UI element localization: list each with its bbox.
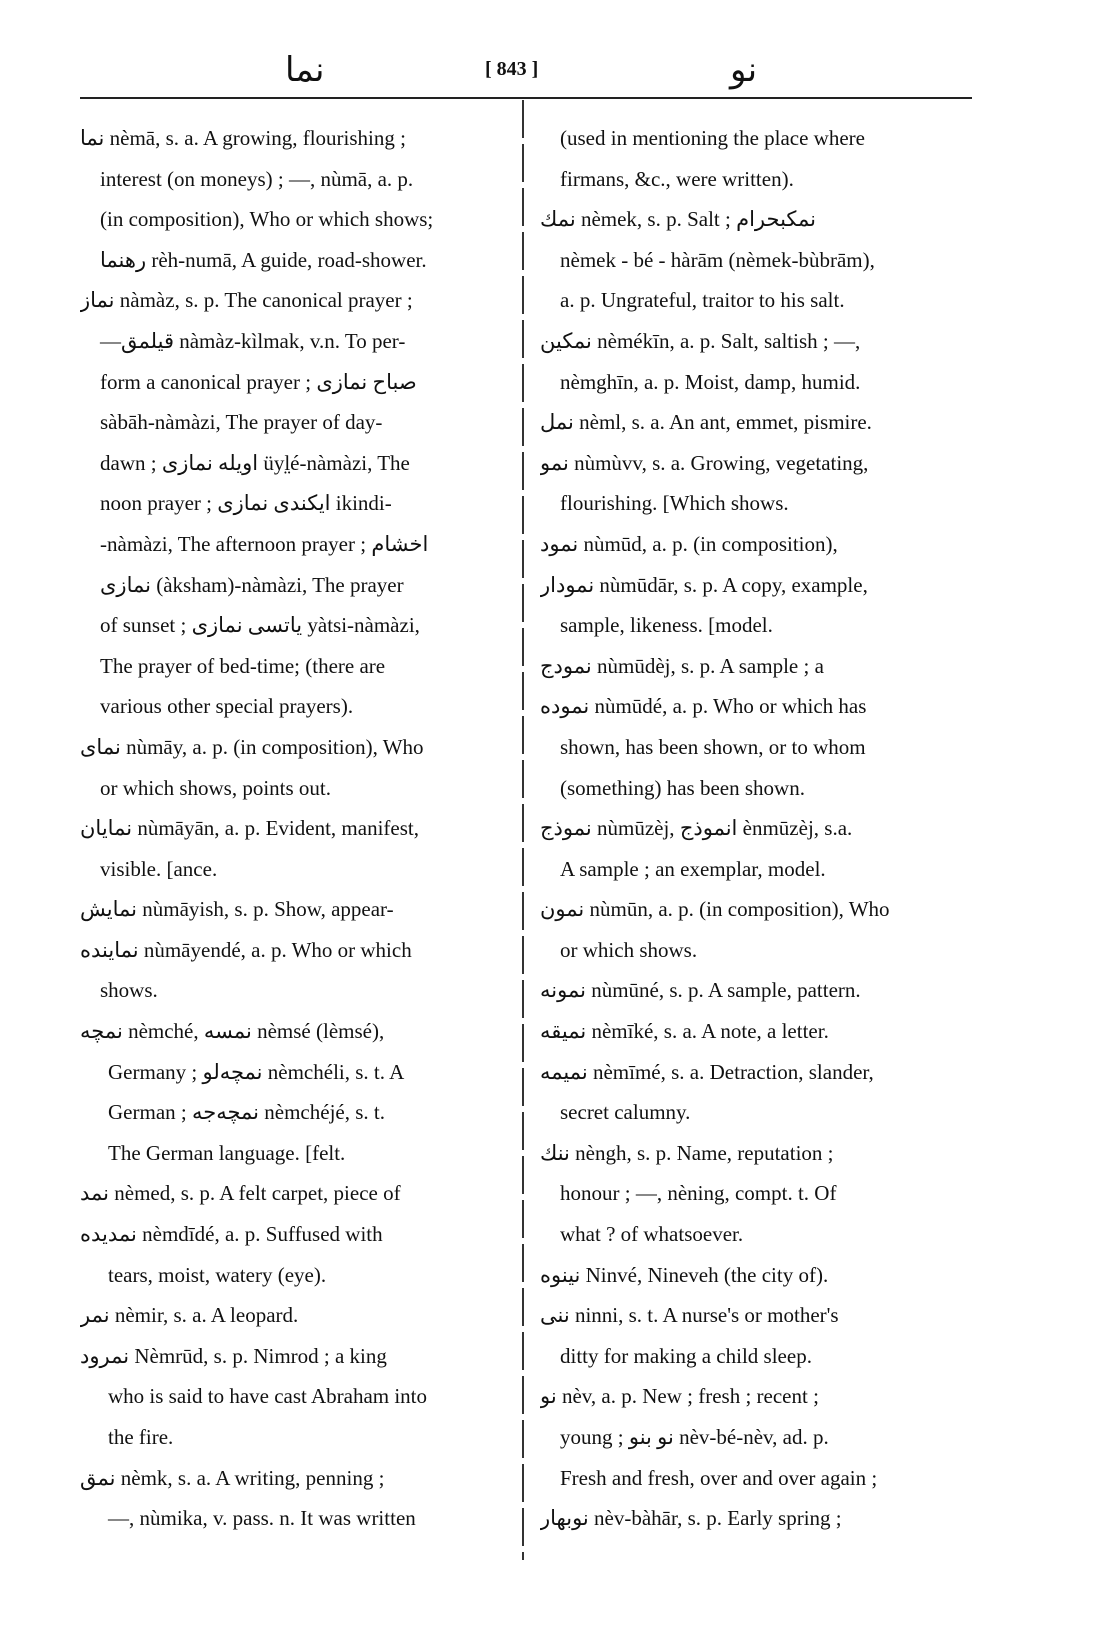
left-column-line: نمچه nèmché, نمسه nèmsé (lèmsé),: [80, 1019, 385, 1044]
right-column-line: نمودج nùmūdèj, s. p. A sample ; a: [540, 653, 824, 678]
left-column-line: sàbāh-nàmàzi, The prayer of day-: [100, 410, 383, 435]
right-column-line: A sample ; an exemplar, model.: [560, 856, 826, 881]
right-column-line: نمودار nùmūdār, s. p. A copy, example,: [540, 572, 868, 597]
right-column-line: (used in mentioning the place where: [560, 126, 865, 150]
page-header: [80, 50, 970, 96]
left-column-line: —, nùmika, v. pass. n. It was written: [108, 1506, 416, 1531]
left-column-line: shows.: [100, 978, 158, 1003]
left-column-line: Germany ; نمچه‌لو nèmchéli, s. t. A: [108, 1059, 405, 1084]
right-column-line: نمون nùmūn, a. p. (in composition), Who: [540, 897, 890, 922]
left-column-line: German ; نمچه‌جه nèmchéjé, s. t.: [108, 1100, 385, 1125]
left-column-line: نمایان nùmāyān, a. p. Evident, manifest,: [80, 816, 419, 841]
right-column-line: ننك nèngh, s. p. Name, reputation ;: [540, 1140, 834, 1165]
right-column-line: flourishing. [Which shows.: [560, 491, 789, 516]
header-rule: [80, 97, 972, 99]
left-column-line: form a canonical prayer ; صباح نمازی: [100, 369, 417, 394]
right-column-line: نمکین nèmékīn, a. p. Salt, saltish ; —,: [540, 328, 861, 353]
right-column-line: nèmghīn, a. p. Moist, damp, humid.: [560, 369, 861, 394]
left-column-line: or which shows, points out.: [100, 775, 331, 800]
left-column-line: The prayer of bed-time; (there are: [100, 653, 386, 678]
right-column-line: نمیمه nèmīmé, s. a. Detraction, slander,: [540, 1059, 874, 1084]
page-number: [ 843 ]: [485, 58, 539, 80]
right-column-line: (something) has been shown.: [560, 775, 805, 800]
right-column-line: نو nèv, a. p. New ; fresh ; recent ;: [540, 1384, 819, 1409]
left-column-line: نما nèmā, s. a. A growing, flourishing ;: [80, 126, 406, 150]
right-column-line: a. p. Ungrateful, traitor to his salt.: [560, 288, 845, 313]
right-column-line: نمود nùmūd, a. p. (in composition),: [540, 531, 838, 556]
right-column-line: نمیقه nèmīké, s. a. A note, a letter.: [540, 1019, 829, 1044]
header-left-word: نما: [285, 50, 325, 90]
right-column-line: نمو nùmùvv, s. a. Growing, vegetating,: [540, 450, 869, 475]
right-column-line: نوبهار nèv-bàhār, s. p. Early spring ;: [540, 1506, 842, 1531]
left-column-line: the fire.: [108, 1425, 174, 1449]
left-column-line: noon prayer ; ایکندی نمازی ikindi-: [100, 491, 392, 516]
right-column-line: what ? of whatsoever.: [560, 1222, 744, 1247]
left-column-line: نماز nàmàz, s. p. The canonical prayer ;: [80, 288, 413, 313]
left-column-line: visible. [ance.: [100, 856, 218, 881]
column-divider: [522, 100, 524, 1560]
left-column-line: (in composition), Who or which shows;: [100, 207, 434, 232]
right-column-line: نینوه Ninvé, Nineveh (the city of).: [540, 1262, 829, 1287]
left-column-line: نمد nèmed, s. p. A felt carpet, piece of: [80, 1181, 401, 1206]
left-column-line: The German language. [felt.: [108, 1140, 346, 1165]
right-column-line: shown, has been shown, or to whom: [560, 734, 866, 759]
right-column-line: نموذج nùmūzèj, انموذج ènmūzèj, s.a.: [540, 816, 853, 841]
right-column-line: نمونه nùmūné, s. p. A sample, pattern.: [540, 978, 861, 1003]
left-column-line: نمازی (àksham)-nàmàzi, The prayer: [100, 572, 404, 597]
right-column-line: sample, likeness. [model.: [560, 613, 773, 638]
left-column-line: of sunset ; یاتسی نمازی yàtsi-nàmàzi,: [100, 613, 420, 638]
right-column-line: نمك nèmek, s. p. Salt ; نمکبحرام: [540, 207, 816, 232]
left-column-line: tears, moist, watery (eye).: [108, 1262, 327, 1287]
left-column-line: —قیلمق nàmàz-kìlmak, v.n. To per-: [100, 328, 406, 353]
left-column-line: نمایش nùmāyish, s. p. Show, appear-: [80, 897, 394, 922]
left-column-line: نماینده nùmāyendé, a. p. Who or which: [80, 937, 412, 962]
left-column-line: رهنما rèh-numā, A guide, road-shower.: [100, 247, 427, 272]
right-column-line: نموده nùmūdé, a. p. Who or which has: [540, 694, 867, 719]
left-column-line: نمق nèmk, s. a. A writing, penning ;: [80, 1465, 385, 1490]
right-column-line: secret calumny.: [560, 1100, 691, 1125]
right-column-line: young ; نو بنو nèv-bé-nèv, ad. p.: [560, 1425, 829, 1449]
right-column-line: نمل nèml, s. a. An ant, emmet, pismire.: [540, 410, 872, 435]
left-column-line: نمر nèmir, s. a. A leopard.: [80, 1303, 299, 1328]
left-column-line: dawn ; اویله نمازی üyl̤é-nàmàzi, The: [100, 450, 410, 475]
right-column-line: nèmek - bé - hàrām (nèmek-bùbrām),: [560, 247, 875, 272]
right-column-line: ditty for making a child sleep.: [560, 1343, 812, 1368]
right-column-line: ننی ninni, s. t. A nurse's or mother's: [540, 1303, 839, 1328]
left-column: [80, 118, 500, 1539]
right-column-line: firmans, &c., were written).: [560, 166, 794, 191]
left-column-line: نمدیده nèmdīdé, a. p. Suffused with: [80, 1222, 383, 1247]
right-column-line: honour ; —, nèning, compt. t. Of: [560, 1181, 837, 1206]
left-column-line: نمرود Nèmrūd, s. p. Nimrod ; a king: [80, 1343, 387, 1368]
left-column-line: who is said to have cast Abraham into: [108, 1384, 428, 1409]
left-column-line: various other special prayers).: [100, 694, 354, 719]
left-column-line: -nàmàzi, The afternoon prayer ; اخشام: [100, 531, 429, 556]
left-column-line: نمای nùmāy, a. p. (in composition), Who: [80, 734, 424, 759]
right-column-line: Fresh and fresh, over and over again ;: [560, 1465, 878, 1490]
right-column: [540, 118, 960, 1539]
left-column-line: interest (on moneys) ; —, nùmā, a. p.: [100, 166, 414, 191]
header-right-word: نو: [730, 50, 758, 90]
right-column-line: or which shows.: [560, 937, 698, 962]
